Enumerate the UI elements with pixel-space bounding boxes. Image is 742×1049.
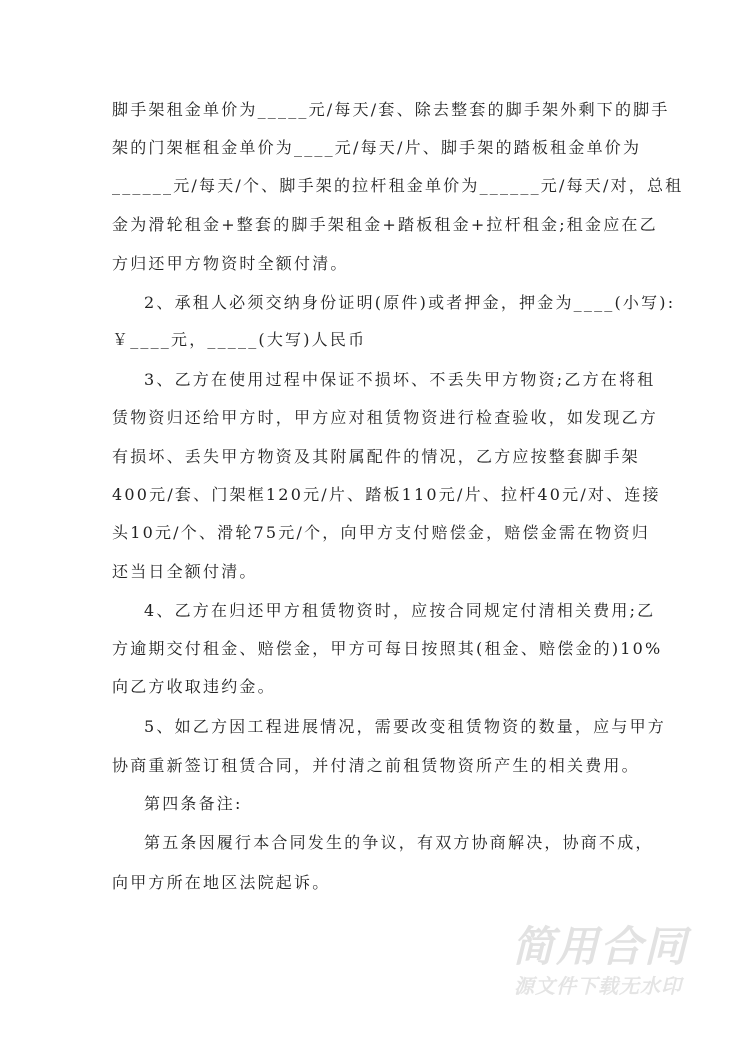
text-line: 向甲方所在地区法院起诉。 xyxy=(112,873,331,892)
text-line: 5、如乙方因工程进展情况，需要改变租赁物资的数量，应与甲方 xyxy=(144,717,666,736)
text-line: ______元/每天/个、脚手架的拉杆租金单价为______元/每天/对，总租 xyxy=(112,176,684,195)
text-line: 4、乙方在归还甲方租赁物资时，应按合同规定付清相关费用;乙 xyxy=(144,601,656,620)
section-heading: 第四条备注: xyxy=(144,794,243,813)
text-line: 向乙方收取违约金。 xyxy=(112,677,276,696)
watermark-subtitle: 源文件下载无水印 xyxy=(514,974,682,998)
watermark-title: 简用合同 xyxy=(512,922,689,971)
text-line: 脚手架租金单价为_____元/每天/套、除去整套的脚手架外剩下的脚手 xyxy=(112,100,670,119)
text-line: 还当日全额付清。 xyxy=(112,562,258,581)
text-line: 400元/套、门架框120元/片、踏板110元/片、拉杆40元/对、连接 xyxy=(112,485,661,504)
text-line: 金为滑轮租金+整套的脚手架租金+踏板租金+拉杆租金;租金应在乙 xyxy=(112,215,658,234)
text-line: 架的门架框租金单价为____元/每天/片、脚手架的踏板租金单价为 xyxy=(112,138,642,157)
text-line: 3、乙方在使用过程中保证不损坏、不丢失甲方物资;乙方在将租 xyxy=(144,370,656,389)
text-line: 协商重新签订租赁合同，并付清之前租赁物资所产生的相关费用。 xyxy=(112,756,640,775)
text-line: 赁物资归还给甲方时，甲方应对租赁物资进行检查验收，如发现乙方 xyxy=(112,408,659,427)
text-line: 第五条因履行本合同发生的争议，有双方协商解决，协商不成， xyxy=(144,833,654,852)
text-line: 方归还甲方物资时全额付清。 xyxy=(112,254,349,273)
text-line: ￥____元，_____(大写)人民币 xyxy=(112,330,367,349)
text-line: 2、承租人必须交纳身份证明(原件)或者押金，押金为____(小写): xyxy=(144,293,676,312)
text-line: 方逾期交付租金、赔偿金，甲方可每日按照其(租金、赔偿金的)10% xyxy=(112,639,663,658)
text-line: 有损坏、丢失甲方物资及其附属配件的情况，乙方应按整套脚手架 xyxy=(112,447,640,466)
text-line: 头10元/个、滑轮75元/个，向甲方支付赔偿金，赔偿金需在物资归 xyxy=(112,523,650,542)
